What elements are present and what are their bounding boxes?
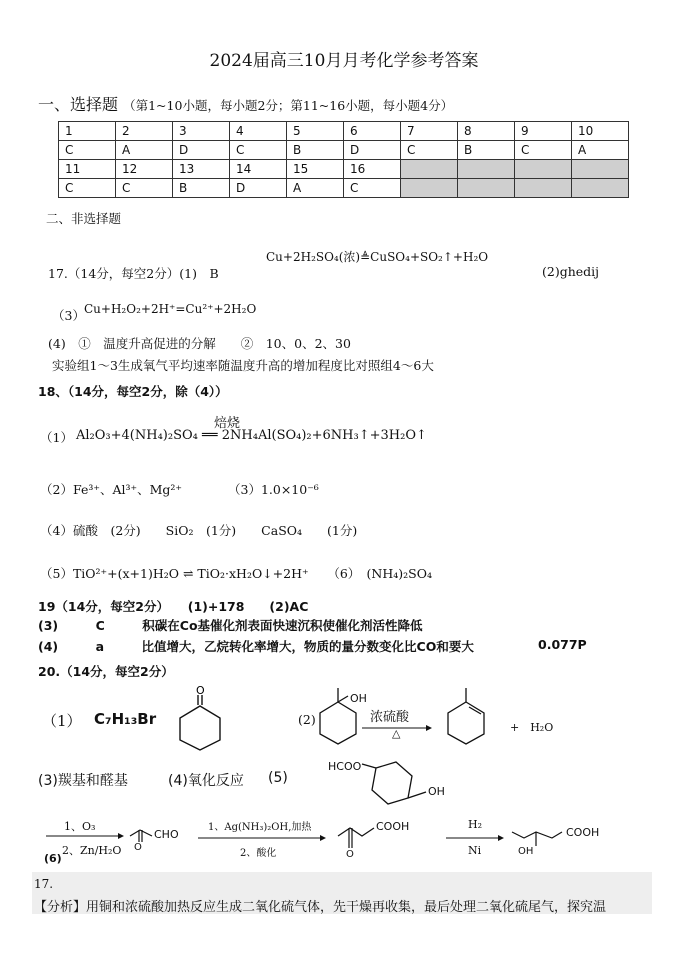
table-row — [59, 122, 629, 141]
reagent-label: 浓硫酸 — [370, 710, 410, 725]
table-cell-empty — [401, 179, 458, 198]
table-cell: C — [116, 179, 173, 198]
q20-answer-1-formula: C₇H₁₃Br — [94, 710, 157, 728]
section-1-note: （第1~10小题，每小题2分；第11~16小题，每小题4分） — [123, 98, 454, 113]
q20-answer-5-label: (5) — [268, 770, 288, 786]
table-cell: 4 — [230, 122, 287, 141]
table-cell: C — [344, 179, 401, 198]
table-cell: 5 — [287, 122, 344, 141]
q17-equation-3: Cu+H₂O₂+2H⁺=Cu²⁺+2H₂O — [84, 302, 257, 316]
table-cell: 13 — [173, 160, 230, 179]
hydroxyl-label-6: OH — [518, 846, 534, 857]
table-cell: C — [59, 179, 116, 198]
q18-answer-1-label: （1） — [40, 430, 73, 445]
step2-arrow — [198, 834, 328, 842]
table-cell: 8 — [458, 122, 515, 141]
carboxyl-label: COOH — [376, 820, 410, 833]
table-cell: C — [515, 141, 572, 160]
table-cell: 16 — [344, 160, 401, 179]
step3-arrow — [446, 834, 506, 842]
q18-condition: 焙烧 — [214, 416, 241, 431]
table-cell-empty — [458, 160, 515, 179]
methylcyclohexene-structure — [440, 686, 500, 748]
analysis-number: 17. — [34, 877, 54, 891]
q17-equation-1: Cu+2H₂SO₄(浓)≜CuSO₄+SO₂↑+H₂O — [266, 250, 489, 264]
q18-answer-4: （4）硫酸 (2分) SiO₂ (1分) CaSO₄ (1分) — [40, 523, 358, 538]
q18-head: 18、（14分，每空2分，除（4）） — [38, 384, 228, 399]
q20-answer-2-label: (2) — [298, 712, 316, 727]
q17-answer-3-label: （3） — [52, 308, 85, 323]
table-cell: 11 — [59, 160, 116, 179]
table-row — [59, 141, 629, 160]
nickel-label: Ni — [468, 844, 482, 857]
table-row — [59, 179, 629, 198]
step1-arrow — [46, 832, 126, 840]
q19-line-3: (3) C 积碳在Co基催化剂表面快速沉积使催化剂活性降低 — [38, 618, 423, 633]
formate-label: HCOO — [328, 760, 362, 773]
plus-water: + H₂O — [510, 721, 554, 734]
q17-answer-4b: 实验组1～3生成氧气平均速率随温度升高的增加程度比对照组4～6大 — [52, 358, 434, 373]
table-cell: 10 — [572, 122, 629, 141]
table-cell: A — [287, 179, 344, 198]
table-cell: 6 — [344, 122, 401, 141]
table-cell-empty — [572, 160, 629, 179]
table-cell-empty — [572, 179, 629, 198]
hydroxyl-label: OH — [350, 692, 367, 705]
table-row — [59, 160, 629, 179]
table-cell: 14 — [230, 160, 287, 179]
section-2-heading: 二、非选择题 — [46, 211, 122, 226]
table-cell: B — [458, 141, 515, 160]
step2-reagent-b: 2、酸化 — [240, 848, 277, 859]
hydrogen-label: H₂ — [468, 818, 483, 831]
page-title: 2024届高三10月月考化学参考答案 — [209, 51, 479, 71]
keto-oxygen-label-2: O — [346, 849, 354, 860]
table-cell: C — [230, 141, 287, 160]
table-cell: 2 — [116, 122, 173, 141]
table-cell: A — [116, 141, 173, 160]
aldehyde-label: CHO — [154, 828, 179, 841]
q19-line-4-value: 0.077P — [538, 637, 587, 652]
keto-oxygen-label: O — [134, 842, 142, 853]
table-cell: B — [287, 141, 344, 160]
table-cell: D — [173, 141, 230, 160]
table-cell-empty — [401, 160, 458, 179]
hydroxyl-label-5: OH — [428, 785, 445, 798]
table-cell: C — [59, 141, 116, 160]
q19-line-4: (4) a 比值增大，乙烷转化率增大，物质的量分数变化比CO和要大 — [38, 639, 474, 654]
table-cell: D — [344, 141, 401, 160]
step1-reagent-b: 2、Zn/H₂O — [62, 844, 122, 857]
step2-reagent-a: 1、Ag(NH₃)₂OH,加热 — [208, 822, 312, 833]
q18-equation-1: Al₂O₃+4(NH₄)₂SO₄ ══ 2NH₄Al(SO₄)₂+6NH₃↑+3H₂O↑ — [76, 428, 427, 443]
table-cell: D — [230, 179, 287, 198]
table-cell: 9 — [515, 122, 572, 141]
table-cell-empty — [458, 179, 515, 198]
analysis-text: 【分析】用铜和浓硫酸加热反应生成二氧化硫气体，先干燥再收集，最后处理二氧化硫尾气，探究温 — [34, 900, 607, 915]
section-1-heading — [38, 92, 453, 115]
table-cell: B — [173, 179, 230, 198]
step1-reagent-a: 1、O₃ — [64, 820, 96, 833]
table-cell-empty — [515, 160, 572, 179]
q18-answer-5-6: （5）TiO²⁺+(x+1)H₂O ⇌ TiO₂·xH₂O↓+2H⁺ （6） (NH₄)₂SO₄ — [40, 566, 432, 581]
cyclohexanone-structure — [172, 684, 232, 750]
q20-head: 20.（14分，每空2分） — [38, 664, 174, 679]
q17-answer-2: (2)ghedij — [542, 264, 600, 279]
carbonyl-oxygen-label: O — [196, 684, 205, 697]
table-cell: 1 — [59, 122, 116, 141]
carboxyl-label-2: COOH — [566, 826, 600, 839]
q20-answer-6-label: (6) — [44, 852, 62, 865]
q19-head: 19（14分，每空2分） (1)+178 (2)AC — [38, 599, 309, 614]
table-cell: 7 — [401, 122, 458, 141]
q20-answer-1-label: （1） — [42, 712, 82, 730]
table-cell: C — [401, 141, 458, 160]
heat-symbol: △ — [392, 727, 401, 740]
q17-head: 17.（14分，每空2分）(1) B — [48, 266, 219, 281]
table-cell: 12 — [116, 160, 173, 179]
q18-answer-3: （3）1.0×10⁻⁶ — [228, 482, 319, 497]
section-1-title: 一、选择题 — [38, 95, 119, 114]
table-cell: A — [572, 141, 629, 160]
q17-answer-4: (4) ① 温度升高促进的分解 ② 10、0、2、30 — [48, 336, 351, 351]
q18-answer-2: （2）Fe³⁺、Al³⁺、Mg²⁺ — [40, 482, 182, 497]
table-cell: 3 — [173, 122, 230, 141]
table-cell: 15 — [287, 160, 344, 179]
answer-table — [58, 121, 629, 198]
q20-answer-4: (4)氧化反应 — [168, 773, 244, 789]
table-cell-empty — [515, 179, 572, 198]
q20-answer-3: (3)羰基和醛基 — [38, 773, 128, 789]
